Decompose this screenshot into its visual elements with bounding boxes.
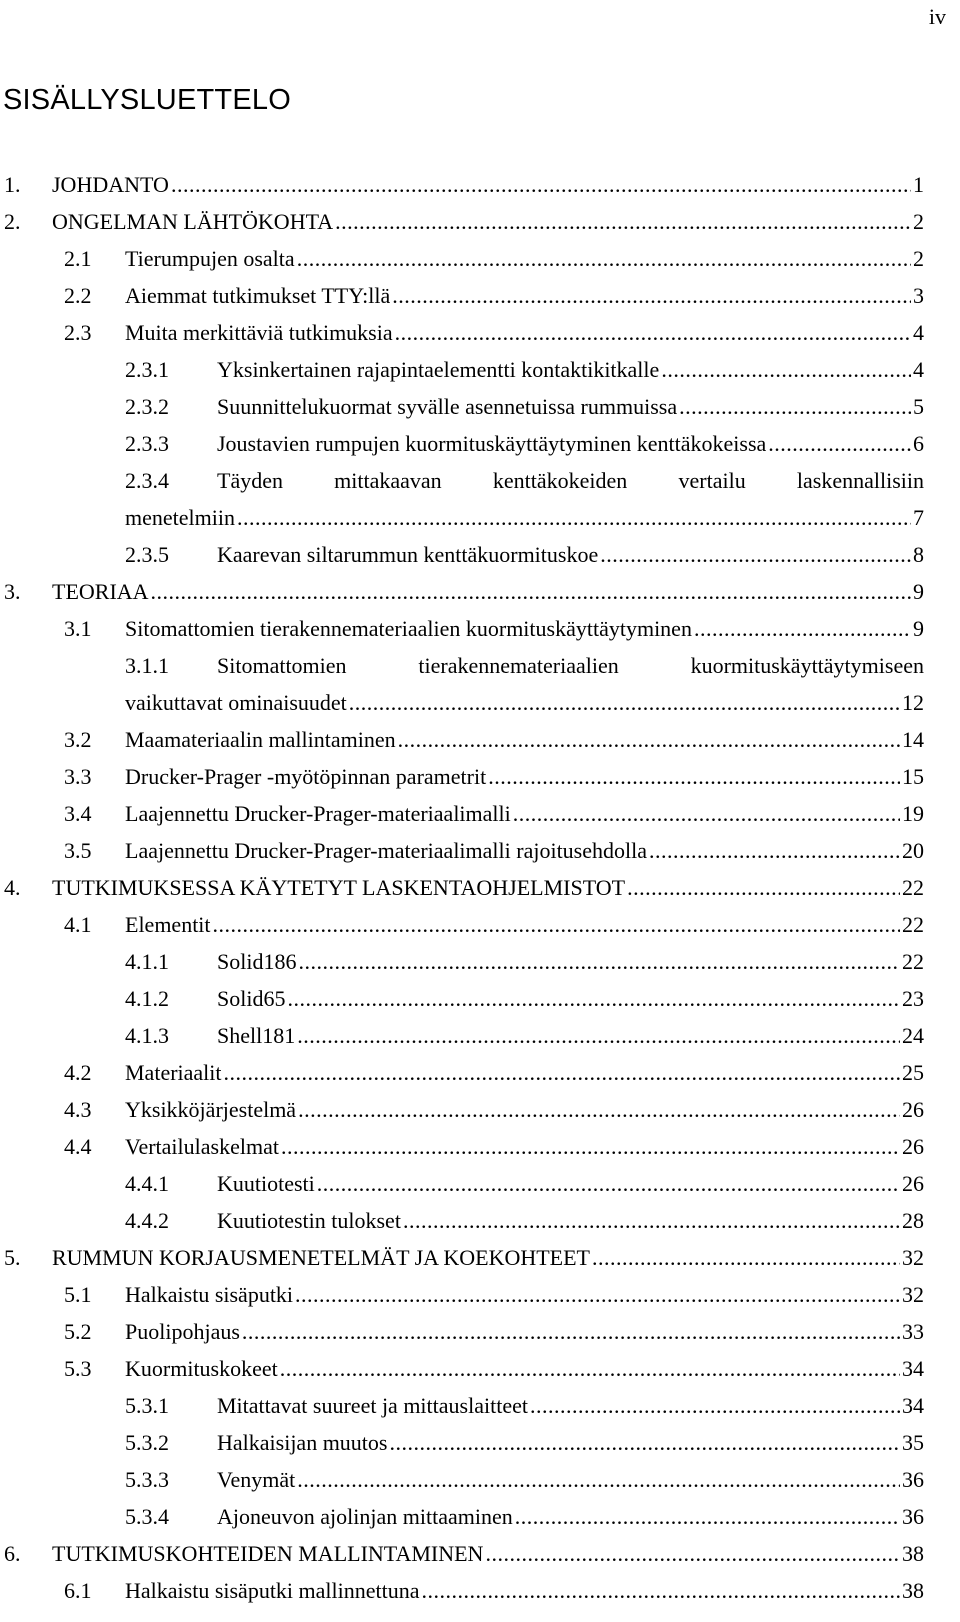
toc-entry-number: 1.: [4, 172, 21, 197]
toc-entry-page: 19: [902, 801, 924, 826]
toc-entry-leader-line: [125, 692, 924, 714]
toc-entry-title: Elementit: [125, 912, 211, 937]
toc-entry-leader-line: [125, 248, 924, 270]
toc-entry-number: 5.3.2: [125, 1430, 169, 1455]
toc-entry-title: Puolipohjaus: [125, 1319, 240, 1344]
toc-entry-number: 5.: [4, 1245, 21, 1270]
toc-entry-number: 2.3.4: [125, 468, 169, 493]
toc-entry-number: 4.1.3: [125, 1023, 169, 1048]
dot-leader: [395, 322, 911, 344]
toc-entry: [0, 1537, 960, 1574]
toc-entry: [0, 1426, 960, 1463]
toc-entry: [0, 1019, 960, 1056]
toc-entry-number: 6.: [4, 1541, 21, 1566]
toc-entry-leader-line: [125, 1321, 924, 1343]
toc-entry: [0, 427, 960, 464]
dot-leader: [600, 544, 911, 566]
dot-leader: [171, 174, 911, 196]
toc-entry: [0, 168, 960, 205]
toc-entry-number: 3.1.1: [125, 653, 169, 678]
toc-entry: [0, 1093, 960, 1130]
toc-entry-number: 4.2: [64, 1060, 92, 1085]
toc-entry-title: ONGELMAN LÄHTÖKOHTA: [52, 209, 334, 234]
toc-entry-number: 4.1: [64, 912, 92, 937]
toc-entry-title: Venymät: [217, 1467, 296, 1492]
toc-entry-page: 22: [902, 949, 924, 974]
toc-entry-number: 2.3.5: [125, 542, 169, 567]
toc-entry-title: Yksikköjärjestelmä: [125, 1097, 297, 1122]
toc-entry-page: 38: [902, 1541, 924, 1566]
toc-entry-title: Sitomattomien tierakennemateriaalien kuormituskäyttäytyminen: [125, 616, 692, 641]
toc-entry-leader-line: [125, 1099, 924, 1121]
toc-entry-leader-line: [125, 914, 924, 936]
toc-entry-page: 32: [902, 1245, 924, 1270]
toc-entry-page: 28: [902, 1208, 924, 1233]
toc-entry-number: 2.2: [64, 283, 92, 308]
toc-entry-page: 7: [913, 505, 924, 530]
dot-leader: [242, 1321, 900, 1343]
toc-entry-title: Solid186: [217, 949, 297, 974]
toc-title: SISÄLLYSLUETTELO: [3, 84, 291, 116]
toc-entry-page: 32: [902, 1282, 924, 1307]
toc-entry: [0, 1352, 960, 1389]
dot-leader: [349, 692, 900, 714]
dot-leader: [281, 1136, 900, 1158]
toc-entry-number: 2.3.3: [125, 431, 169, 456]
dot-leader: [295, 1284, 900, 1306]
toc-entry: [0, 1389, 960, 1426]
dot-leader: [768, 433, 911, 455]
toc-entry-page: 34: [902, 1393, 924, 1418]
toc-entry-leader-line: [217, 1173, 924, 1195]
toc-entry-leader-line: [125, 803, 924, 825]
dot-leader: [649, 840, 900, 862]
toc-entry: [0, 1500, 960, 1537]
toc-entry-title: Kuutiotestin tulokset: [217, 1208, 401, 1233]
toc-entry-title: Drucker-Prager -myötöpinnan parametrit: [125, 764, 487, 789]
toc-entry-title: Halkaistu sisäputki mallinnettuna: [125, 1578, 420, 1603]
dot-leader: [627, 877, 900, 899]
toc-entry: [0, 1278, 960, 1315]
dot-leader: [237, 507, 911, 529]
toc-entry: [0, 279, 960, 316]
toc-entry-page: 1: [913, 172, 924, 197]
toc-entry: [0, 649, 960, 686]
toc-entry-leader-line: [217, 396, 924, 418]
toc-entry: [0, 464, 960, 501]
toc-entry-leader-line: [52, 1543, 924, 1565]
table-of-contents: [0, 168, 960, 1611]
dot-leader: [389, 1432, 900, 1454]
toc-entry-title: Solid65: [217, 986, 286, 1011]
dot-leader: [485, 1543, 900, 1565]
toc-entry: [0, 353, 960, 390]
toc-entry-number: 5.1: [64, 1282, 92, 1307]
toc-entry-leader-line: [125, 322, 924, 344]
toc-entry-title: Muita merkittäviä tutkimuksia: [125, 320, 393, 345]
toc-entry-title: Shell181: [217, 1023, 296, 1048]
toc-entry-page: 26: [902, 1171, 924, 1196]
toc-entry-leader-line: [217, 1432, 924, 1454]
toc-entry-leader-line: [217, 359, 924, 381]
toc-entry-title: Materiaalit: [125, 1060, 222, 1085]
toc-entry: [0, 612, 960, 649]
toc-entry-page: 2: [913, 246, 924, 271]
toc-entry-leader-line: [52, 211, 924, 233]
toc-entry-number: 4.1.1: [125, 949, 169, 974]
toc-entry-title: Tierumpujen osalta: [125, 246, 295, 271]
toc-entry-page: 12: [902, 690, 924, 715]
toc-entry-page: 34: [902, 1356, 924, 1381]
toc-entry-title: TUTKIMUSKOHTEIDEN MALLINTAMINEN: [52, 1541, 484, 1566]
dot-leader: [335, 211, 911, 233]
toc-entry-leader-line: [217, 1210, 924, 1232]
toc-entry-number: 5.3: [64, 1356, 92, 1381]
toc-entry-page: 6: [913, 431, 924, 456]
toc-entry-leader-line: [217, 1025, 924, 1047]
toc-entry-continuation: [0, 686, 960, 723]
toc-entry-number: 2.3.1: [125, 357, 169, 382]
toc-entry: [0, 1056, 960, 1093]
toc-entry-number: 4.1.2: [125, 986, 169, 1011]
toc-entry-title: Laajennettu Drucker-Prager-materiaalimalli rajoitusehdolla: [125, 838, 647, 863]
toc-entry-page: 4: [913, 320, 924, 345]
toc-entry-page: 9: [913, 579, 924, 604]
toc-entry-leader-line: [217, 544, 924, 566]
toc-entry-page: 2: [913, 209, 924, 234]
toc-entry: [0, 871, 960, 908]
toc-entry-leader-line: [217, 1469, 924, 1491]
toc-entry-continuation: [0, 501, 960, 538]
toc-entry: [0, 1574, 960, 1611]
toc-entry-leader-line: [125, 1062, 924, 1084]
toc-entry: [0, 760, 960, 797]
toc-entry-page: 5: [913, 394, 924, 419]
toc-entry-title: TEORIAA: [52, 579, 149, 604]
toc-entry-page: 33: [902, 1319, 924, 1344]
toc-entry-page: 3: [913, 283, 924, 308]
toc-entry: [0, 1463, 960, 1500]
toc-entry-title: Maamateriaalin mallintaminen: [125, 727, 396, 752]
toc-entry-page: 4: [913, 357, 924, 382]
toc-entry-number: 4.: [4, 875, 21, 900]
dot-leader: [403, 1210, 900, 1232]
toc-entry-number: 3.5: [64, 838, 92, 863]
toc-entry: [0, 205, 960, 242]
dot-leader: [661, 359, 911, 381]
dot-leader: [287, 988, 900, 1010]
toc-entry-page: 26: [902, 1134, 924, 1159]
toc-entry-title: Vertailulaskelmat: [125, 1134, 279, 1159]
toc-entry-title: Laajennettu Drucker-Prager-materiaalimalli: [125, 801, 511, 826]
toc-entry: [0, 945, 960, 982]
toc-entry-number: 3.4: [64, 801, 92, 826]
toc-entry-page: 23: [902, 986, 924, 1011]
toc-entry-leader-line: [125, 840, 924, 862]
toc-entry-number: 3.3: [64, 764, 92, 789]
toc-entry-title: Halkaistu sisäputki: [125, 1282, 294, 1307]
dot-leader: [297, 1025, 900, 1047]
toc-entry-number: 4.4.2: [125, 1208, 169, 1233]
toc-entry-number: 4.4: [64, 1134, 92, 1159]
toc-entry-number: 4.4.1: [125, 1171, 169, 1196]
toc-entry-number: 2.3: [64, 320, 92, 345]
toc-entry-number: 3.2: [64, 727, 92, 752]
toc-entry-number: 5.3.4: [125, 1504, 169, 1529]
dot-leader: [513, 803, 900, 825]
toc-entry: [0, 723, 960, 760]
page-number: iv: [928, 4, 946, 29]
toc-entry: [0, 316, 960, 353]
dot-leader: [317, 1173, 900, 1195]
toc-entry-title: Joustavien rumpujen kuormituskäyttäytyminen kenttäkokeissa: [217, 431, 767, 456]
dot-leader: [530, 1395, 900, 1417]
toc-entry-leader-line: [52, 174, 924, 196]
toc-entry-page: 22: [902, 875, 924, 900]
toc-entry-title: JOHDANTO: [52, 172, 169, 197]
toc-entry: [0, 390, 960, 427]
toc-entry-page: 25: [902, 1060, 924, 1085]
toc-entry-page: 26: [902, 1097, 924, 1122]
toc-entry: [0, 1204, 960, 1241]
toc-entry-page: 36: [902, 1504, 924, 1529]
dot-leader: [392, 285, 911, 307]
toc-entry-page: 24: [902, 1023, 924, 1048]
toc-entry: [0, 797, 960, 834]
toc-entry-leader-line: [52, 877, 924, 899]
dot-leader: [298, 1099, 900, 1121]
toc-entry-leader-line: [125, 1136, 924, 1158]
toc-entry-page: 22: [902, 912, 924, 937]
toc-entry-leader-line: [125, 285, 924, 307]
dot-leader: [298, 951, 900, 973]
toc-entry: [0, 834, 960, 871]
dot-leader: [679, 396, 911, 418]
toc-entry-leader-line: [52, 1247, 924, 1269]
toc-entry-leader-line: [217, 433, 924, 455]
toc-entry-title: Sitomattomien tierakennemateriaalien kuormituskäyttäytymiseen: [217, 653, 924, 678]
toc-entry-title-cont: menetelmiin: [125, 505, 235, 530]
dot-leader: [398, 729, 900, 751]
toc-entry-leader-line: [125, 1580, 924, 1602]
toc-entry-number: 2.1: [64, 246, 92, 271]
toc-entry: [0, 538, 960, 575]
toc-entry-number: 6.1: [64, 1578, 92, 1603]
toc-entry-title: Yksinkertainen rajapintaelementti kontaktikitkalle: [217, 357, 660, 382]
toc-entry-page: 36: [902, 1467, 924, 1492]
dot-leader: [297, 1469, 900, 1491]
toc-entry-title: Kuutiotesti: [217, 1171, 315, 1196]
toc-entry: [0, 1241, 960, 1278]
dot-leader: [515, 1506, 900, 1528]
toc-entry-leader-line: [125, 1358, 924, 1380]
toc-entry-title: Ajoneuvon ajolinjan mittaaminen: [217, 1504, 513, 1529]
toc-entry-page: 14: [902, 727, 924, 752]
toc-entry-title-cont: vaikuttavat ominaisuudet: [125, 690, 347, 715]
toc-entry-page: 9: [913, 616, 924, 641]
toc-entry-title: Suunnittelukuormat syvälle asennetuissa rummuissa: [217, 394, 678, 419]
toc-entry: [0, 1315, 960, 1352]
dot-leader: [151, 581, 911, 603]
toc-entry-number: 5.3.3: [125, 1467, 169, 1492]
toc-entry-leader-line: [217, 1506, 924, 1528]
toc-entry-page: 38: [902, 1578, 924, 1603]
toc-entry-page: 20: [902, 838, 924, 863]
toc-entry-leader-line: [125, 1284, 924, 1306]
toc-entry-number: 2.3.2: [125, 394, 169, 419]
toc-entry-page: 35: [902, 1430, 924, 1455]
toc-entry-number: 3.: [4, 579, 21, 604]
toc-entry-title: Mitattavat suureet ja mittauslaitteet: [217, 1393, 528, 1418]
toc-entry-title: Kaarevan siltarummun kenttäkuormituskoe: [217, 542, 599, 567]
toc-entry-leader-line: [125, 729, 924, 751]
toc-entry-number: 2.: [4, 209, 21, 234]
toc-entry-title: Halkaisijan muutos: [217, 1430, 388, 1455]
toc-entry-leader-line: [125, 618, 924, 640]
toc-entry-leader-line: [217, 1395, 924, 1417]
toc-entry: [0, 908, 960, 945]
toc-entry-leader-line: [52, 581, 924, 603]
toc-entry: [0, 982, 960, 1019]
toc-entry: [0, 1167, 960, 1204]
toc-entry-page: 8: [913, 542, 924, 567]
toc-entry-leader-line: [125, 766, 924, 788]
toc-entry: [0, 575, 960, 612]
toc-entry-title: TUTKIMUKSESSA KÄYTETYT LASKENTAOHJELMISTOT: [52, 875, 626, 900]
toc-entry-leader-line: [217, 951, 924, 973]
toc-entry-leader-line: [217, 988, 924, 1010]
dot-leader: [422, 1580, 900, 1602]
dot-leader: [224, 1062, 900, 1084]
toc-entry-leader-line: [125, 507, 924, 529]
toc-entry-title: Täyden mittakaavan kenttäkokeiden vertailu laskennallisiin: [217, 468, 924, 493]
dot-leader: [213, 914, 900, 936]
toc-entry-title: Aiemmat tutkimukset TTY:llä: [125, 283, 391, 308]
toc-entry-title: RUMMUN KORJAUSMENETELMÄT JA KOEKOHTEET: [52, 1245, 590, 1270]
toc-entry: [0, 242, 960, 279]
toc-entry: [0, 1130, 960, 1167]
toc-entry-number: 4.3: [64, 1097, 92, 1122]
toc-entry-number: 5.2: [64, 1319, 92, 1344]
toc-entry-title: Kuormituskokeet: [125, 1356, 278, 1381]
toc-entry-number: 5.3.1: [125, 1393, 169, 1418]
dot-leader: [694, 618, 911, 640]
toc-entry-number: 3.1: [64, 616, 92, 641]
dot-leader: [488, 766, 900, 788]
dot-leader: [592, 1247, 900, 1269]
dot-leader: [297, 248, 911, 270]
dot-leader: [280, 1358, 900, 1380]
toc-entry-page: 15: [902, 764, 924, 789]
